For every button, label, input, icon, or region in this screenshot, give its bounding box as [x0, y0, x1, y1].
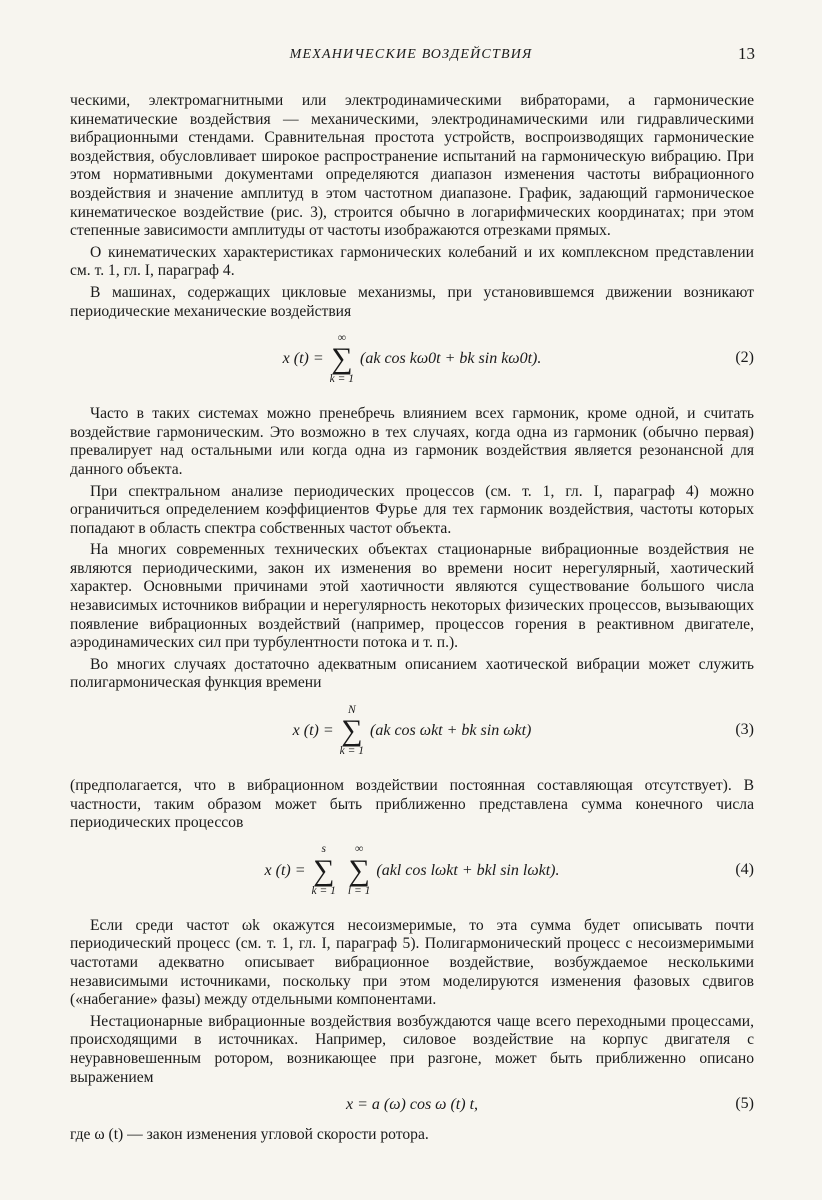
- summation-sign: N ∑ k = 1: [339, 703, 365, 758]
- paragraph: При спектральном анализе периодических процессов (см. т. 1, гл. I, параграф 4) можно ограничиться определением коэффициентов Фурье для тех гармоник воздействия, частоты которых попадают в область спектра собственных частот объекта.: [70, 482, 754, 537]
- page-number: 13: [738, 44, 755, 63]
- formula-number: (4): [735, 860, 754, 878]
- sum-lower-limit: l = 1: [347, 884, 371, 897]
- sum-lower-limit: k = 1: [339, 745, 365, 758]
- paragraph: ческими, электромагнитными или электродинамическими вибраторами, а гармонические кинематические воздействия — механическими, электродинамическими или гидравлическими вибрационными стендами. Сравнительная простота устройств, воспроизводящих гармонические воздействия, обусловливает широкое распространение испытаний на гармоническую вибрацию. При этом нормативными документами определяются диапазон изменения частоты вибрационного воздействия и значение амплитуд в этом частотном диапазоне. График, задающий гармоническое кинематическое воздействие (рис. 3), строится обычно в логарифмических координатах; при этом степенные зависимости амплитуды от частоты изображаются отрезками прямых.: [70, 92, 754, 240]
- formula-lhs: x (t) =: [264, 861, 306, 879]
- paragraph: где ω (t) — закон изменения угловой скорости ротора.: [70, 1126, 429, 1144]
- summation-sign-outer: s ∑ k = 1: [311, 843, 336, 897]
- sum-lower-limit: k = 1: [329, 373, 355, 386]
- formula-number: (2): [735, 349, 754, 367]
- formula-expression: x = a (ω) cos ω (t) t,: [345, 1095, 479, 1113]
- formula-lhs: x (t) =: [292, 721, 334, 739]
- sum-upper-limit: s: [321, 843, 326, 856]
- paragraph: Часто в таких системах можно пренебречь влиянием всех гармоник, кроме одной, и считать воздействие гармоническим. Это возможно в тех случаях, когда одна из гармоник (обычно первая) превалирует над остальными или когда одна из гармоник воздействия является резонансной для данного объекта.: [70, 405, 754, 478]
- formula-number: (5): [735, 1095, 754, 1113]
- paragraph: Если среди частот ωk окажутся несоизмеримые, то эта сумма будет описывать почти периодический процесс (см. т. 1, гл. I, параграф 5). Полигармонический процесс с несоизмеримыми частотами адекватно описывает вибрационное воздействие, возбуждаемое несколькими независимыми источниками, поскольку при этом моделируются изменения фазовых сдвигов («набегание» фазы) между отдельными компонентами.: [70, 916, 754, 1009]
- formula-3: [70, 699, 754, 763]
- sum-upper-limit: ∞: [337, 331, 346, 344]
- paragraph: На многих современных технических объектах стационарные вибрационные воздействия не являются периодическими, закон их изменения во времени носит нерегулярный, хаотический характер. Основными причинами этой хаотичности являются существование большого числа независимых источников вибрации и нерегулярность некоторых физических процессов, вызывающих появление вибрационных воздействий (например, процессов горения в реактивном двигателе, аэродинамических сил при турбулентности потока и т. п.).: [70, 541, 754, 652]
- paragraph: Нестационарные вибрационные воздействия возбуждаются чаще всего переходными процессами, происходящими в источниках. Например, силовое воздействие на корпус двигателя с неуравновешенным ротором, возникающее при разгоне, может быть приближенно описано выражением: [70, 1012, 754, 1086]
- paragraph: Во многих случаях достаточно адекватным описанием хаотической вибрации может служить полигармоническая функция времени: [70, 655, 754, 692]
- sum-upper-limit: ∞: [355, 843, 364, 856]
- formula-number: (3): [735, 721, 754, 739]
- sum-lower-limit: k = 1: [311, 884, 336, 897]
- page-body: [70, 92, 754, 1148]
- formula-body: (ak cos ωkt + bk sin ωkt): [370, 721, 532, 739]
- formula-2: [70, 327, 754, 391]
- summation-sign: ∞ ∑ k = 1: [329, 331, 355, 386]
- formula-body: (ak cos kω0t + bk sin kω0t).: [360, 349, 542, 367]
- formula-body: (akl cos lωkt + bkl sin lωkt).: [376, 861, 560, 879]
- formula-5: [70, 1090, 754, 1120]
- paragraph: (предполагается, что в вибрационном воздействии постоянная составляющая отсутствует). В частности, таким образом может быть приближенно представлена сумма конечного числа периодических процессов: [70, 777, 754, 832]
- summation-sign-inner: ∞ ∑ l = 1: [347, 843, 371, 897]
- paragraph: В машинах, содержащих цикловые механизмы, при установившемся движении возникают периодические механические воздействия: [70, 283, 754, 320]
- paragraph: О кинематических характеристиках гармонических колебаний и их комплексном представлении см. т. 1, гл. I, параграф 4.: [70, 243, 754, 280]
- formula-lhs: x (t) =: [282, 349, 324, 367]
- formula-4: [70, 839, 754, 903]
- sum-upper-limit: N: [347, 703, 356, 716]
- running-title: МЕХАНИЧЕСКИЕ ВОЗДЕЙСТВИЯ: [289, 47, 533, 62]
